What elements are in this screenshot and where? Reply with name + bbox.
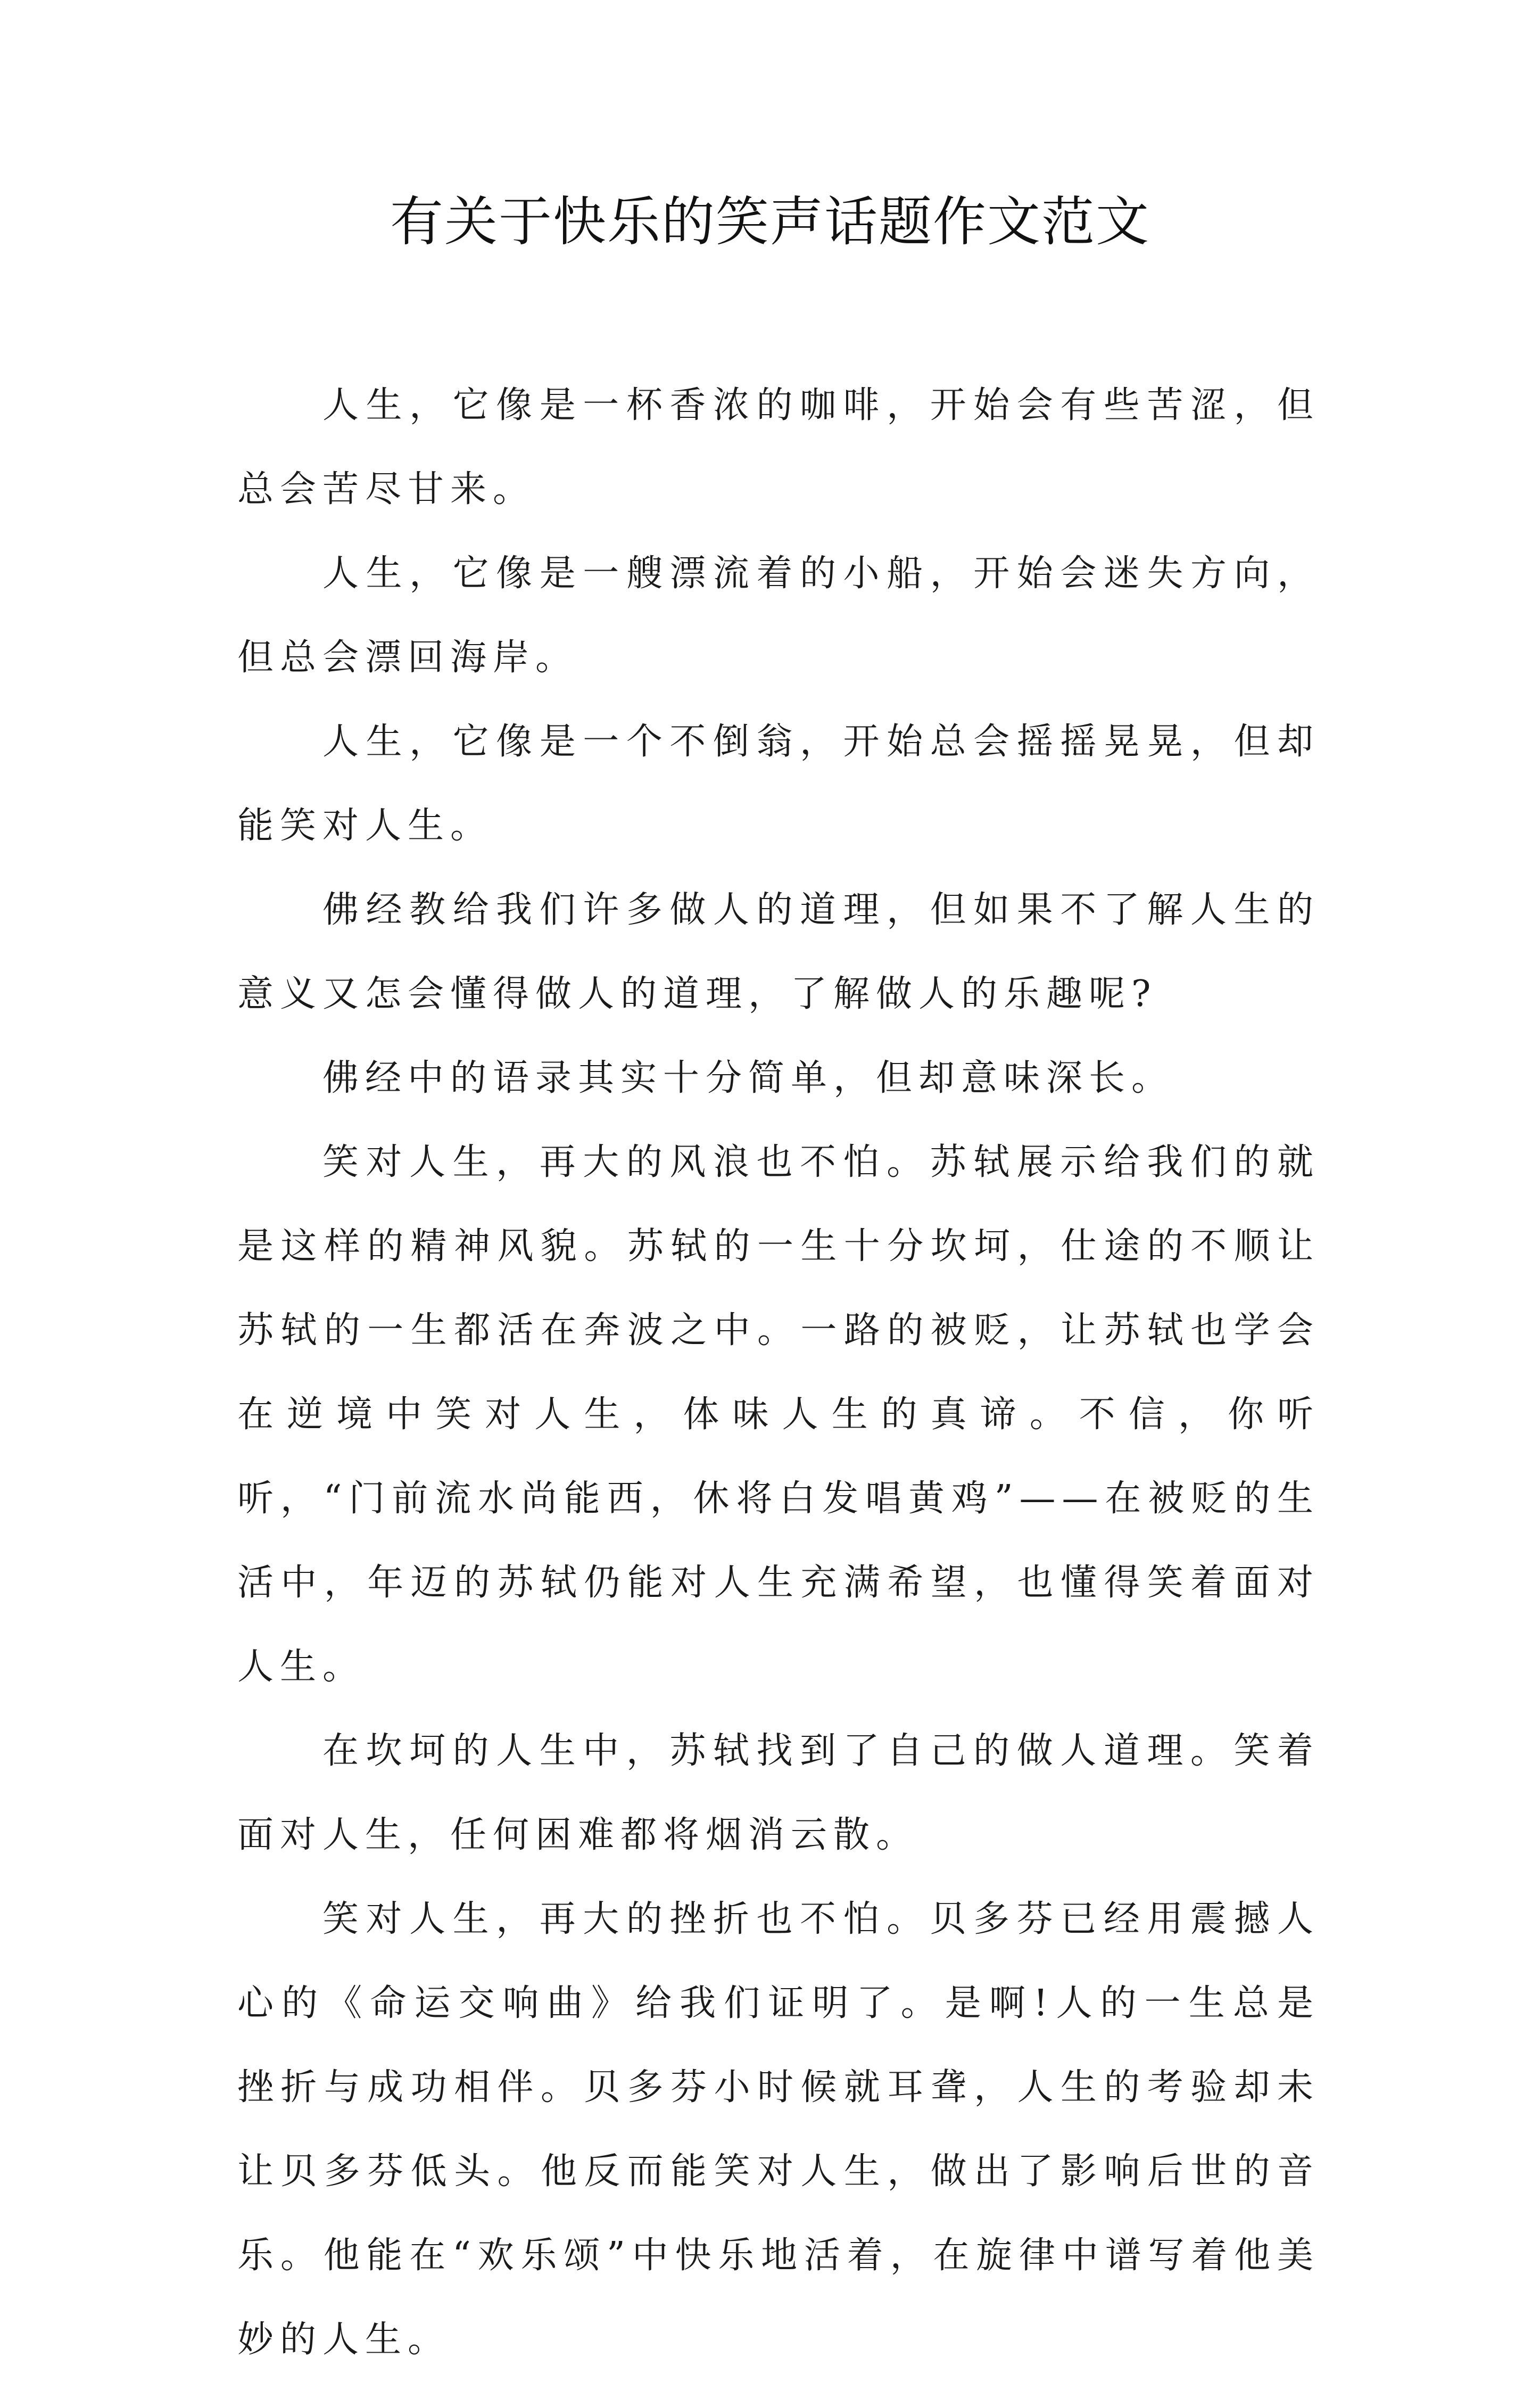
paragraph: 在坎坷的人生中，苏轼找到了自己的做人道理。笑着面对人生，任何困难都将烟消云散。: [237, 1730, 1320, 1856]
document-body: [237, 364, 1320, 2382]
paragraph: 人生，它像是一艘漂流着的小船，开始会迷失方向，但总会漂回海岸。: [237, 553, 1320, 679]
paragraph: 佛经中的语录其实十分简单，但却意味深长。: [322, 1057, 1174, 1099]
paragraph: 笑对人生，再大的风浪也不怕。苏轼展示给我们的就是这样的精神风貌。苏轼的一生十分坎坷，仕途的不顺让苏轼的一生都活在奔波之中。一路的被贬，让苏轼也学会在逆境中笑对人生，体味人生的真谛。不信，你听听，“门前流水尚能西，休将白发唱黄鸡”——在被贬的生活中，年迈的苏轼仍能对人生充满希望，也懂得笑着面对人生。: [237, 1141, 1320, 1688]
paragraph: 人生，它像是一杯香浓的咖啡，开始会有些苦涩，但总会苦尽甘来。: [237, 384, 1320, 510]
paragraph: 佛经教给我们许多做人的道理，但如果不了解人生的意义又怎会懂得做人的道理，了解做人的乐趣呢?: [237, 889, 1320, 1015]
paragraph: 人生，它像是一个不倒翁，开始总会摇摇晃晃，但却能笑对人生。: [237, 721, 1320, 847]
document-title: 有关于快乐的笑声话题作文范文: [390, 191, 1150, 253]
paragraph: 笑对人生，再大的挫折也不怕。贝多芬已经用震撼人心的《命运交响曲》给我们证明了。是啊!人的一生总是挫折与成功相伴。贝多芬小时候就耳聋，人生的考验却未让贝多芬低头。他反而能笑对人生，做出了影响后世的音乐。他能在“欢乐颂”中快乐地活着，在旋律中谱写着他美妙的人生。: [237, 1898, 1320, 2361]
